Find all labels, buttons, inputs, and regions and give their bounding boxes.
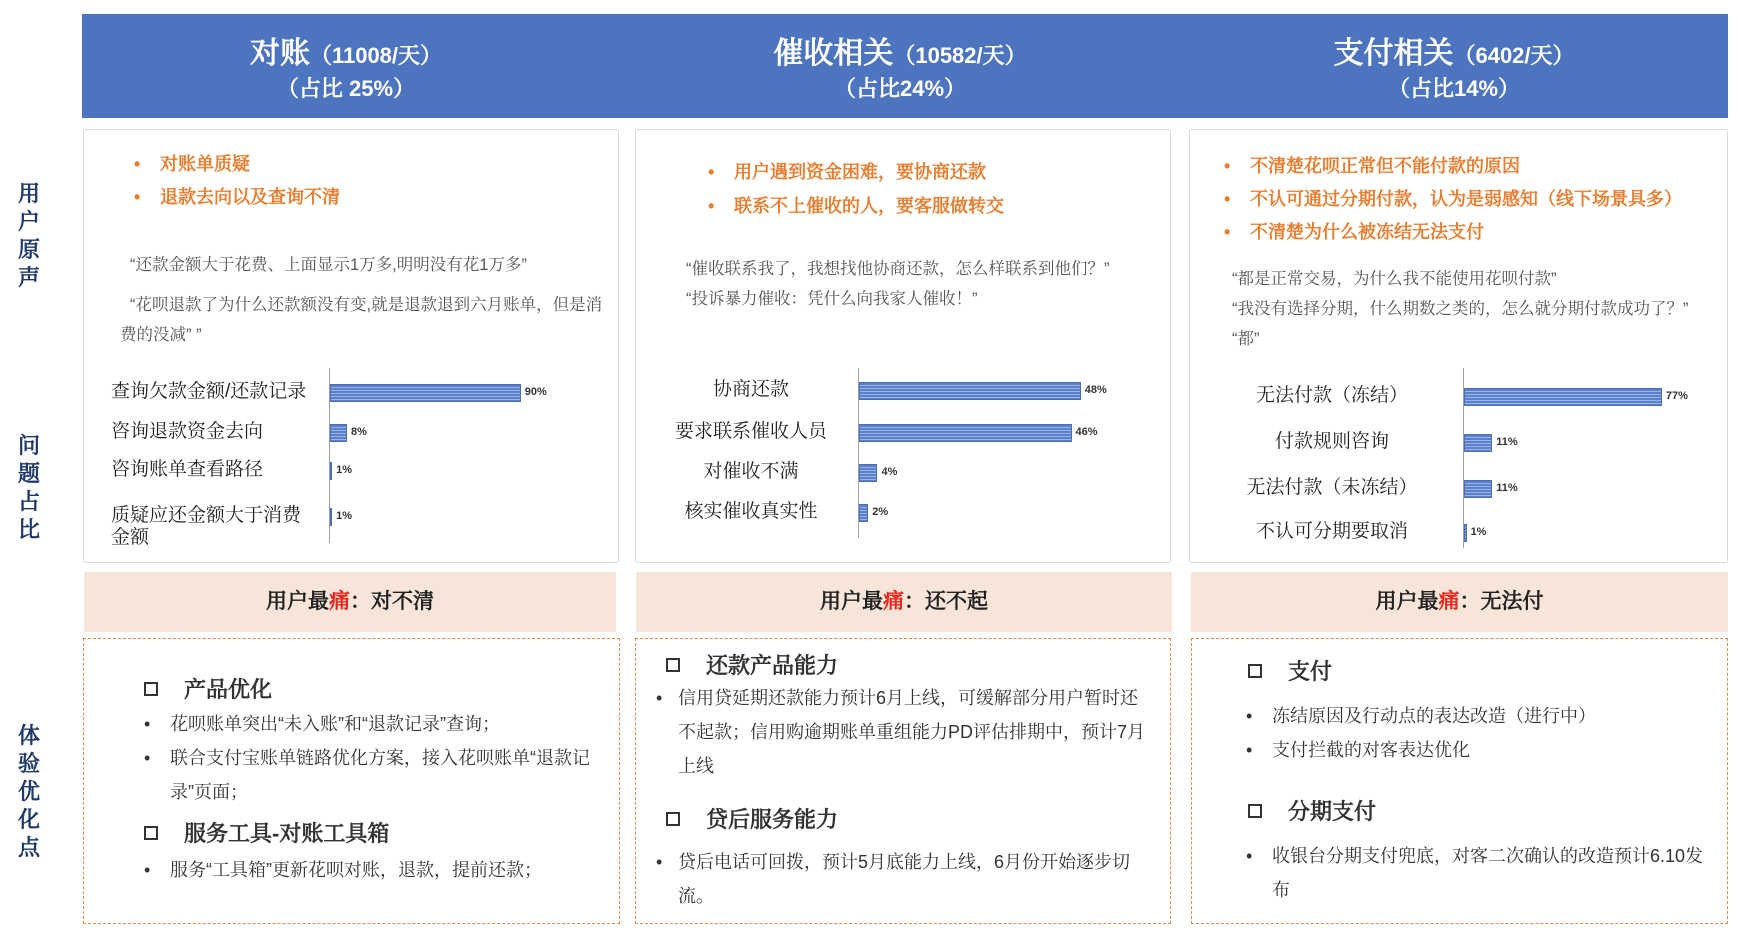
pain-banner-payment: 用户最痛：无法付 — [1191, 572, 1728, 632]
bar-chart-reconcile — [84, 360, 620, 564]
bar — [1464, 480, 1492, 498]
bar-category-label: 付款规则咨询 — [1274, 431, 1389, 452]
bar — [330, 508, 332, 526]
voice-panel-payment — [1189, 129, 1728, 563]
voice-bullet: • 退款去向以及查询不清 — [134, 187, 340, 207]
checkbox-square-icon — [144, 826, 158, 840]
bar-chart-collection — [636, 360, 1172, 564]
checkbox-square-icon — [1248, 804, 1262, 818]
section-title: 产品优化 — [144, 673, 272, 704]
bar-category-label: 质疑应还金额大于消费金额 — [111, 505, 302, 548]
bar-category-label: 协商还款 — [712, 379, 789, 400]
checkbox-square-icon — [1248, 664, 1262, 678]
list-item: • 支付拦截的对客表达优化 — [1246, 740, 1470, 760]
bar-value-label: 46% — [1075, 426, 1098, 438]
experience-panel-reconcile — [83, 638, 620, 924]
bar-category-label: 无法付款（冻结） — [1255, 385, 1408, 406]
bar-category-label: 咨询账单查看路径 — [111, 459, 264, 480]
voice-bullet: • 用户遇到资金困难，要协商还款 — [708, 162, 986, 182]
header-count: （6402/天） — [1453, 43, 1575, 68]
user-quote: “投诉暴力催收：凭什么向我家人催收！” — [686, 290, 978, 308]
bar — [330, 462, 332, 480]
header-title: 催收相关 — [773, 37, 894, 70]
header-title: 对账 — [249, 37, 310, 70]
user-quote: “花呗退款了为什么还款额没有变,就是退款退到六月账单，但是消费的没减” ” — [120, 296, 603, 344]
bar-category-label: 核实催收真实性 — [684, 501, 818, 522]
user-quote: “都是正常交易，为什么我不能使用花呗付款” — [1232, 270, 1557, 288]
section-title: 支付 — [1248, 655, 1332, 686]
header-col-payment — [1190, 14, 1718, 118]
bar-category-label: 不认可分期要取消 — [1255, 521, 1408, 542]
bar-value-label: 2% — [872, 506, 889, 518]
voice-panel-collection — [635, 129, 1171, 563]
checkbox-square-icon — [666, 658, 680, 672]
bar — [859, 382, 1081, 400]
header-count: （10582/天） — [893, 43, 1027, 68]
bar-value-label: 11% — [1496, 436, 1518, 448]
bar-value-label: 1% — [336, 510, 353, 522]
header-title: 支付相关 — [1333, 37, 1454, 70]
bar — [859, 504, 868, 522]
bar-value-label: 48% — [1084, 384, 1107, 396]
voice-bullet: • 不清楚为什么被冻结无法支付 — [1224, 222, 1484, 242]
experience-panel-collection — [635, 638, 1171, 924]
user-quote: “都” — [1232, 330, 1260, 348]
bar — [330, 384, 521, 402]
header-band — [82, 14, 1728, 118]
user-quote: “催收联系我了，我想找他协商还款，怎么样联系到他们？” — [686, 260, 1110, 278]
bar — [859, 464, 877, 482]
bar-value-label: 90% — [524, 386, 547, 398]
user-quote: “还款金额大于花费、上面显示1万多,明明没有花1万多” — [130, 256, 527, 274]
bar — [1464, 524, 1467, 542]
experience-panel-payment — [1191, 638, 1728, 924]
checkbox-square-icon — [666, 812, 680, 826]
voice-bullet: • 对账单质疑 — [134, 154, 250, 174]
header-count: （11008/天） — [309, 43, 443, 68]
bar-value-label: 11% — [1496, 482, 1518, 494]
bar-value-label: 1% — [1470, 526, 1487, 538]
pain-banner-reconcile: 用户最痛：对不清 — [84, 572, 616, 632]
side-label-voice: 用户原声 — [17, 181, 40, 290]
bar-category-label: 对催收不满 — [703, 461, 799, 482]
bar-category-label: 查询欠款金额/还款记录 — [111, 381, 307, 402]
list-item: • 花呗账单突出“未入账”和“退款记录”查询； — [144, 714, 500, 734]
header-col-reconcile — [82, 14, 610, 118]
bar-value-label: 77% — [1665, 390, 1688, 402]
bar — [859, 424, 1072, 442]
user-quote: “我没有选择分期，什么期数之类的，怎么就分期付款成功了？” — [1232, 300, 1689, 318]
section-title: 分期支付 — [1248, 795, 1376, 826]
bar — [1464, 388, 1662, 406]
section-title: 还款产品能力 — [666, 649, 838, 680]
bar — [330, 424, 347, 442]
list-item: • 收银台分期支付兜底，对客二次确认的改造预计6.10发布 — [1246, 846, 1704, 900]
bar-value-label: 4% — [881, 466, 898, 478]
section-title: 贷后服务能力 — [666, 803, 838, 834]
side-label-ratio: 问题占比 — [17, 433, 40, 542]
bar-value-label: 8% — [350, 426, 367, 438]
list-item: • 联合支付宝账单链路优化方案，接入花呗账单“退款记录”页面； — [144, 748, 590, 802]
list-item: • 服务“工具箱”更新花呗对账，退款，提前还款； — [144, 860, 542, 880]
bar-value-label: 1% — [336, 464, 353, 476]
checkbox-square-icon — [144, 682, 158, 696]
header-share: （占比 25%） — [276, 76, 416, 101]
voice-bullet: • 联系不上催收的人，要客服做转交 — [708, 196, 1004, 216]
section-title: 服务工具-对账工具箱 — [144, 817, 389, 848]
pain-banner-collection: 用户最痛：还不起 — [636, 572, 1172, 632]
header-share: （占比14%） — [1387, 76, 1521, 101]
header-col-collection — [636, 14, 1164, 118]
list-item: • 冻结原因及行动点的表达改造（进行中） — [1246, 706, 1596, 726]
bar-category-label: 无法付款（未冻结） — [1246, 477, 1418, 498]
voice-bullet: • 不清楚花呗正常但不能付款的原因 — [1224, 156, 1520, 176]
voice-panel-reconcile — [83, 129, 619, 563]
list-item: • 信用贷延期还款能力预计6月上线，可缓解部分用户暂时还不起款；信用购逾期账单重组能力PD评估排期中，预计7月上线 — [656, 688, 1146, 776]
list-item: • 贷后电话可回拨，预计5月底能力上线，6月份开始逐步切流。 — [656, 852, 1131, 906]
bar-category-label: 咨询退款资金去向 — [111, 421, 264, 442]
header-share: （占比24%） — [833, 76, 967, 101]
bar-category-label: 要求联系催收人员 — [674, 421, 827, 442]
voice-bullet: • 不认可通过分期付款，认为是弱感知（线下场景具多） — [1224, 189, 1682, 209]
bar — [1464, 434, 1492, 452]
bar-chart-payment — [1190, 360, 1729, 564]
side-label-experience: 体验优化点 — [17, 723, 40, 860]
